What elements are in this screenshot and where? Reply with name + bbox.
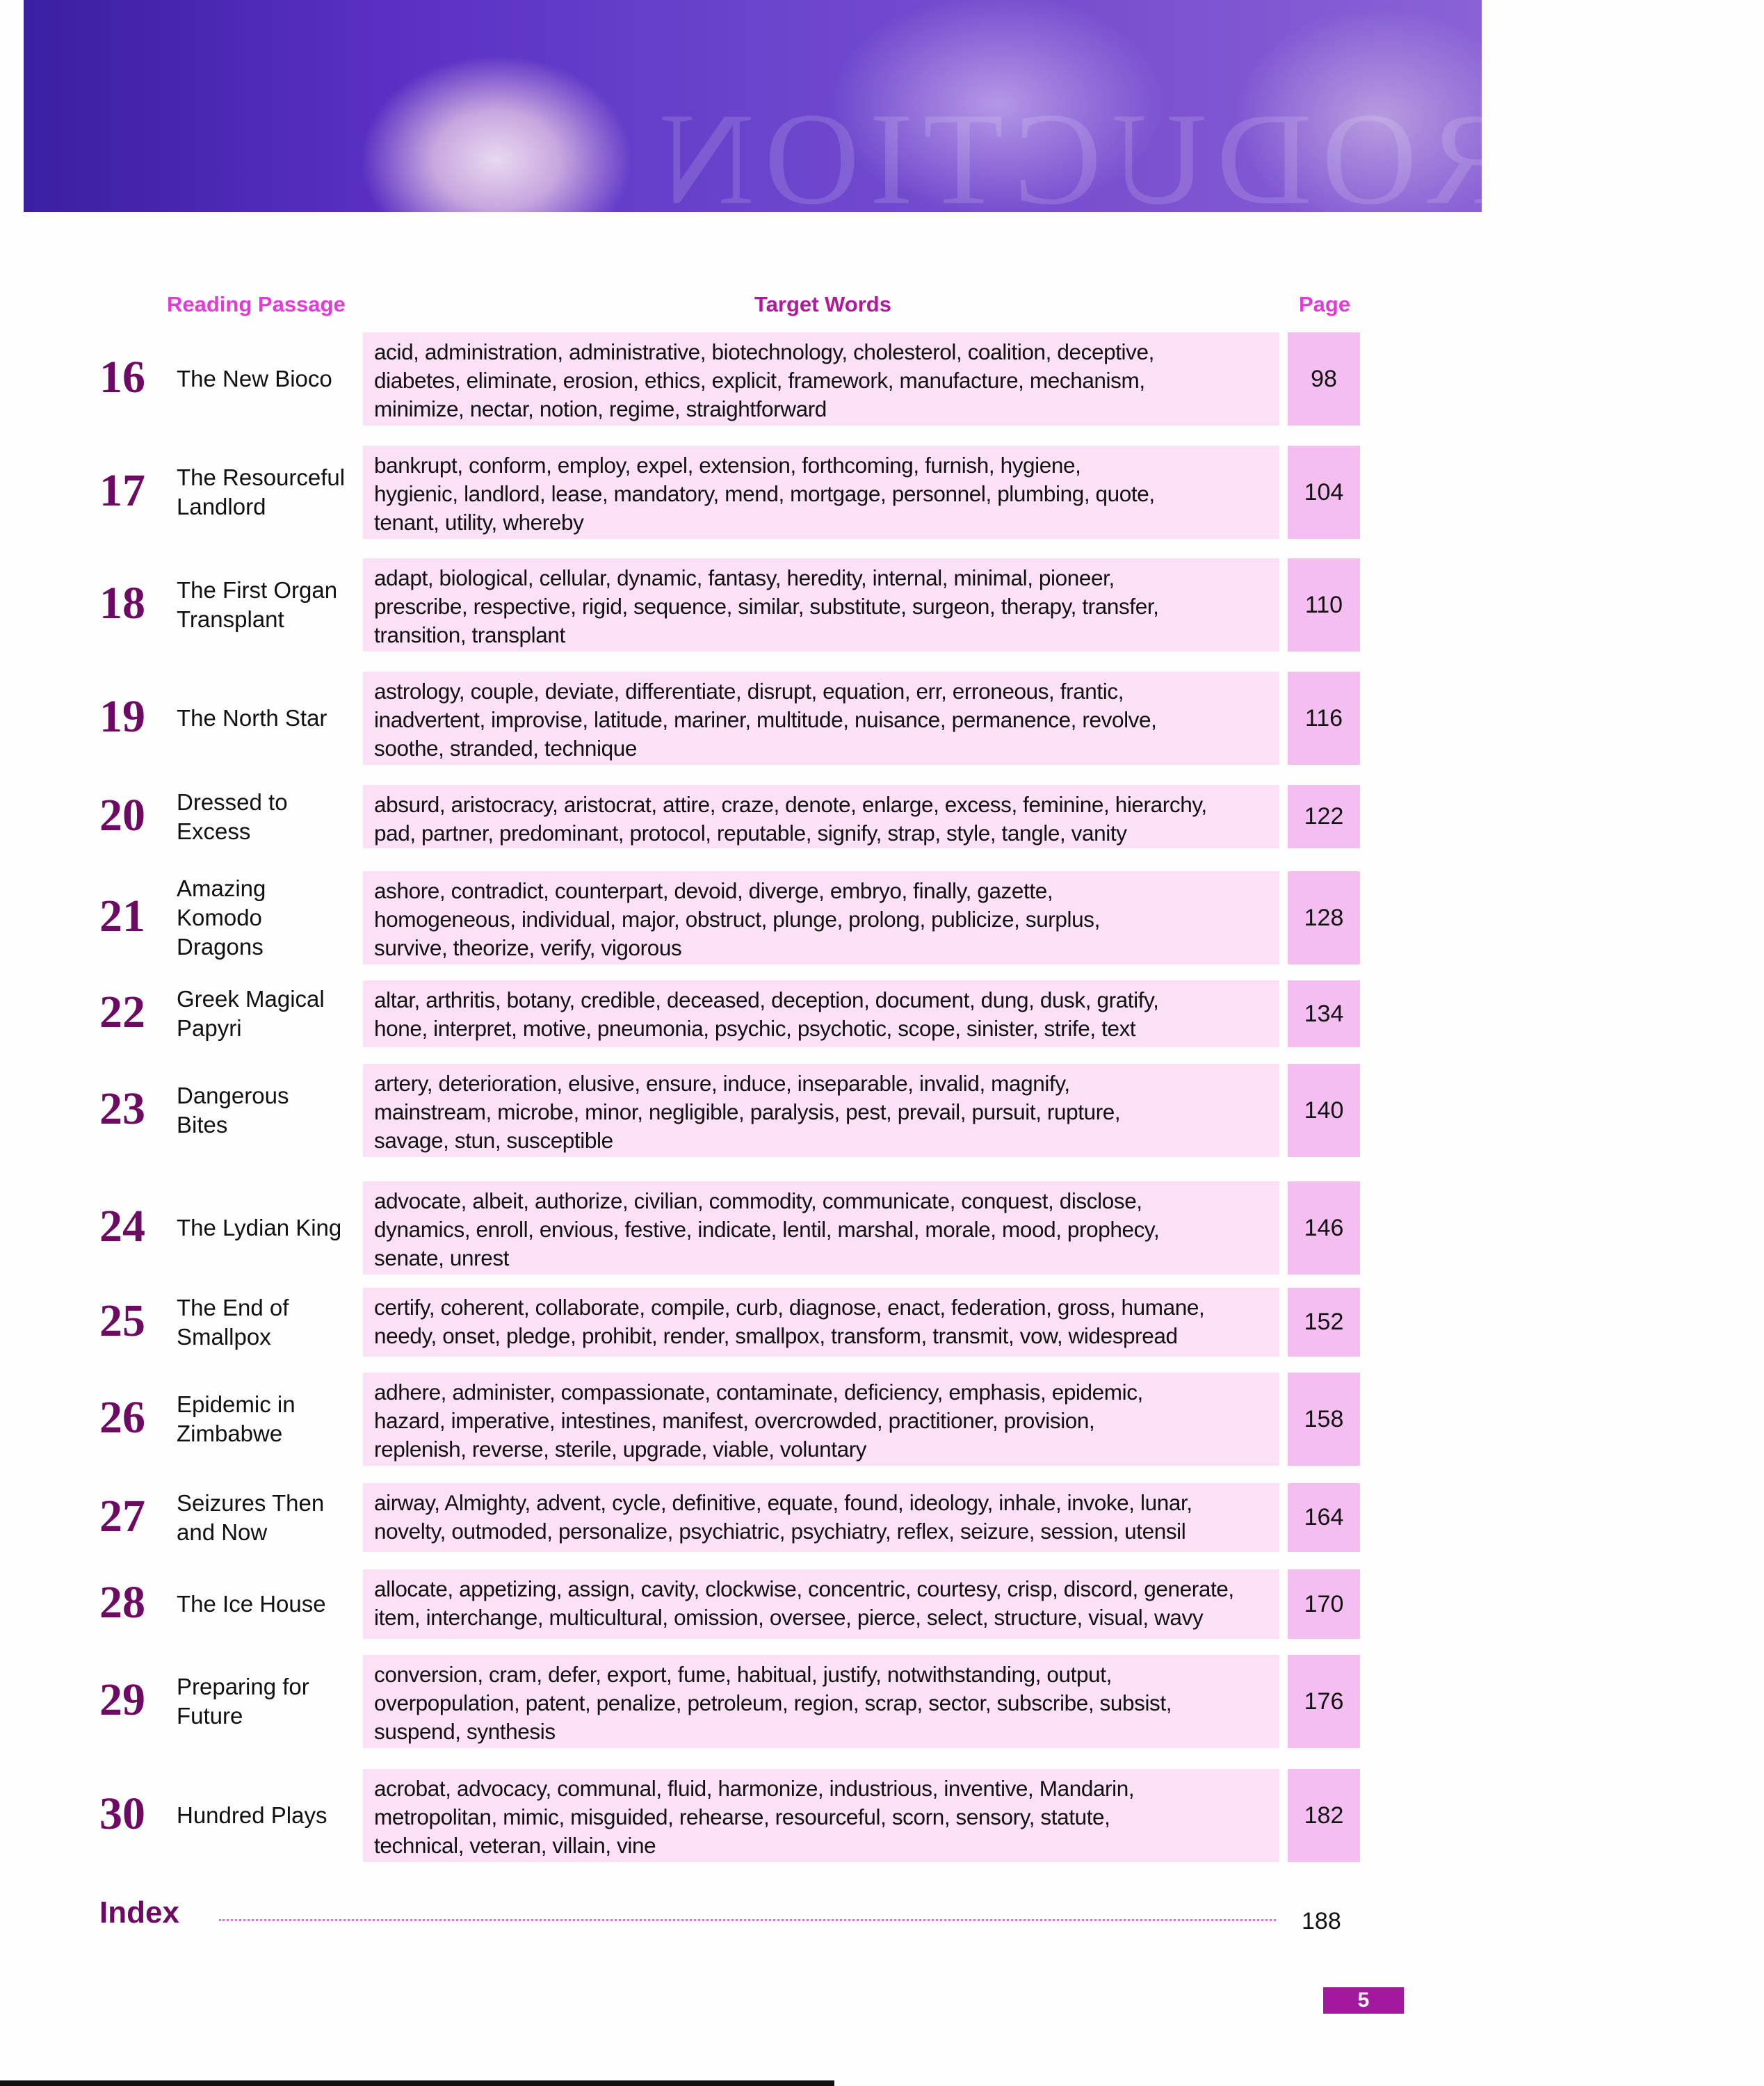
target-words-line: item, interchange, multicultural, omission, oversee, pierce, select, structure, visual, wavy xyxy=(374,1605,1204,1630)
page-number: 110 xyxy=(1288,558,1360,652)
passage-number: 25 xyxy=(99,1295,145,1346)
contents-row xyxy=(0,1288,1482,1357)
passage-number: 29 xyxy=(99,1674,145,1725)
passage-title xyxy=(177,1672,309,1731)
target-words-line: novelty, outmoded, personalize, psychiatric, psychiatry, reflex, seizure, session, utensil xyxy=(374,1519,1186,1544)
contents-row xyxy=(0,1483,1482,1552)
passage-title xyxy=(177,874,266,962)
passage-title-line: Bites xyxy=(177,1112,228,1138)
passage-title xyxy=(177,985,325,1043)
passage-title-line: Excess xyxy=(177,818,251,844)
passage-title-line: The Lydian King xyxy=(177,1215,342,1240)
target-words xyxy=(363,1373,1279,1466)
scan-edge xyxy=(0,2080,834,2086)
target-words-line: allocate, appetizing, assign, cavity, clockwise, concentric, courtesy, crisp, discord, generate, xyxy=(374,1576,1234,1601)
passage-number: 19 xyxy=(99,691,145,742)
page-number: 128 xyxy=(1288,871,1360,964)
banner-watermark: INTRODUCTION xyxy=(649,86,1764,232)
passage-title-line: The First Organ xyxy=(177,577,338,603)
target-words-line: soothe, stranded, technique xyxy=(374,736,637,761)
passage-title-line: The North Star xyxy=(177,705,327,731)
column-header-page: Page xyxy=(1299,292,1351,316)
passage-number: 24 xyxy=(99,1201,145,1252)
target-words-line: hone, interpret, motive, pneumonia, psychic, psychotic, scope, sinister, strife, text xyxy=(374,1016,1136,1041)
passage-title-line: Preparing for xyxy=(177,1674,309,1699)
passage-title xyxy=(177,576,337,634)
contents-row xyxy=(0,1655,1482,1748)
target-words-line: suspend, synthesis xyxy=(374,1719,556,1744)
contents-row xyxy=(0,785,1482,848)
column-header-target-words: Target Words xyxy=(754,292,891,316)
passage-number: 20 xyxy=(99,789,145,841)
target-words xyxy=(363,785,1279,848)
page-number: 152 xyxy=(1288,1288,1360,1357)
target-words xyxy=(363,1181,1279,1275)
contents-row xyxy=(0,446,1482,539)
page-number: 182 xyxy=(1288,1769,1360,1862)
target-words-line: absurd, aristocracy, aristocrat, attire, craze, denote, enlarge, excess, feminine, hierarchy, xyxy=(374,792,1207,817)
contents-row xyxy=(0,980,1482,1047)
target-words xyxy=(363,1483,1279,1552)
target-words-line: artery, deterioration, elusive, ensure, induce, inseparable, invalid, magnify, xyxy=(374,1071,1070,1096)
index-page-number: 188 xyxy=(1302,1908,1341,1934)
target-words-line: savage, stun, susceptible xyxy=(374,1128,613,1153)
target-words-line: technical, veteran, villain, vine xyxy=(374,1833,656,1858)
passage-title xyxy=(177,1390,296,1448)
target-words xyxy=(363,446,1279,539)
passage-number: 21 xyxy=(99,891,145,941)
target-words-line: prescribe, respective, rigid, sequence, similar, substitute, surgeon, therapy, transfer, xyxy=(374,594,1159,619)
target-words-line: overpopulation, patent, penalize, petroleum, region, scrap, sector, subscribe, subsist, xyxy=(374,1690,1172,1715)
passage-title-line: The Resourceful xyxy=(177,464,346,490)
contents-row xyxy=(0,1064,1482,1157)
page-number-badge: 5 xyxy=(1323,1987,1404,2014)
target-words-line: homogeneous, individual, major, obstruct, plunge, prolong, publicize, surplus, xyxy=(374,907,1100,932)
target-words xyxy=(363,980,1279,1047)
target-words-line: pad, partner, predominant, protocol, reputable, signify, strap, style, tangle, vanity xyxy=(374,820,1127,846)
page-number: 140 xyxy=(1288,1064,1360,1157)
page-number: 122 xyxy=(1288,785,1360,848)
target-words-line: diabetes, eliminate, erosion, ethics, explicit, framework, manufacture, mechanism, xyxy=(374,368,1145,393)
target-words xyxy=(363,1769,1279,1862)
target-words-line: inadvertent, improvise, latitude, mariner, multitude, nuisance, permanence, revolve, xyxy=(374,707,1157,732)
passage-number: 28 xyxy=(99,1577,145,1628)
page-number: 170 xyxy=(1288,1569,1360,1639)
target-words xyxy=(363,558,1279,652)
passage-title-line: Amazing xyxy=(177,875,266,901)
passage-title-line: Transplant xyxy=(177,606,284,632)
page-number: 116 xyxy=(1288,672,1360,765)
target-words-line: bankrupt, conform, employ, expel, extension, forthcoming, furnish, hygiene, xyxy=(374,453,1081,478)
passage-title-line: Dragons xyxy=(177,934,264,960)
contents-row xyxy=(0,1373,1482,1466)
target-words-line: dynamics, enroll, envious, festive, indicate, lentil, marshal, morale, mood, prophecy, xyxy=(374,1217,1160,1242)
target-words-line: acrobat, advocacy, communal, fluid, harmonize, industrious, inventive, Mandarin, xyxy=(374,1776,1135,1801)
target-words-line: needy, onset, pledge, prohibit, render, smallpox, transform, transmit, vow, widespread xyxy=(374,1323,1178,1348)
target-words xyxy=(363,672,1279,765)
target-words-line: mainstream, microbe, minor, negligible, paralysis, pest, prevail, pursuit, rupture, xyxy=(374,1099,1121,1124)
target-words-line: transition, transplant xyxy=(374,622,565,647)
passage-title xyxy=(177,1213,341,1243)
page-number: 134 xyxy=(1288,980,1360,1047)
passage-number: 23 xyxy=(99,1083,145,1134)
passage-title-line: Dressed to xyxy=(177,789,288,815)
target-words-line: advocate, albeit, authorize, civilian, commodity, communicate, conquest, disclose, xyxy=(374,1188,1142,1213)
page-number: 164 xyxy=(1288,1483,1360,1552)
target-words-line: survive, theorize, verify, vigorous xyxy=(374,935,682,960)
target-words xyxy=(363,871,1279,964)
passage-title xyxy=(177,704,327,733)
passage-title-line: The New Bioco xyxy=(177,366,332,391)
page-number: 158 xyxy=(1288,1373,1360,1466)
target-words-line: certify, coherent, collaborate, compile, curb, diagnose, enact, federation, gross, humane, xyxy=(374,1295,1205,1320)
passage-number: 17 xyxy=(99,465,145,516)
target-words-line: replenish, reverse, sterile, upgrade, viable, voluntary xyxy=(374,1437,867,1462)
passage-title-line: and Now xyxy=(177,1519,268,1545)
passage-number: 22 xyxy=(99,987,145,1037)
passage-title-line: Smallpox xyxy=(177,1323,271,1350)
page-number: 98 xyxy=(1288,332,1360,426)
index-label: Index xyxy=(99,1895,179,1930)
target-words-line: ashore, contradict, counterpart, devoid, diverge, embryo, finally, gazette, xyxy=(374,878,1053,903)
passage-title-line: Zimbabwe xyxy=(177,1421,283,1446)
contents-row xyxy=(0,672,1482,765)
passage-number: 30 xyxy=(99,1788,145,1839)
passage-number: 27 xyxy=(99,1490,145,1542)
passage-title xyxy=(177,1081,289,1140)
passage-title xyxy=(177,463,345,522)
contents-row xyxy=(0,1181,1482,1275)
target-words xyxy=(363,1569,1279,1639)
target-words-line: metropolitan, mimic, misguided, rehearse, resourceful, scorn, sensory, statute, xyxy=(374,1804,1110,1829)
target-words-line: conversion, cram, defer, export, fume, habitual, justify, notwithstanding, output, xyxy=(374,1662,1112,1687)
index-leader-dots xyxy=(219,1919,1276,1921)
header-banner xyxy=(24,0,1764,232)
target-words xyxy=(363,1288,1279,1357)
passage-title xyxy=(177,1293,289,1352)
column-header-reading-passage: Reading Passage xyxy=(167,292,346,316)
passage-title-line: Dangerous xyxy=(177,1083,289,1108)
contents-row xyxy=(0,1569,1482,1639)
target-words xyxy=(363,332,1279,426)
passage-title-line: The Ice House xyxy=(177,1591,326,1617)
contents-row xyxy=(0,558,1482,652)
target-words-line: senate, unrest xyxy=(374,1245,510,1270)
target-words xyxy=(363,1655,1279,1748)
contents-row xyxy=(0,332,1482,426)
passage-title-line: The End of xyxy=(177,1294,289,1320)
page-number: 146 xyxy=(1288,1181,1360,1275)
passage-title xyxy=(177,364,332,394)
passage-title xyxy=(177,1590,326,1619)
target-words-line: tenant, utility, whereby xyxy=(374,510,584,535)
passage-number: 26 xyxy=(99,1392,145,1443)
target-words-line: airway, Almighty, advent, cycle, definitive, equate, found, ideology, inhale, invoke, lunar, xyxy=(374,1490,1192,1515)
passage-title-line: Greek Magical xyxy=(177,986,325,1012)
passage-title xyxy=(177,788,288,846)
contents-row xyxy=(0,1769,1482,1862)
contents-row xyxy=(0,871,1482,964)
passage-number: 16 xyxy=(99,352,145,403)
target-words-line: acid, administration, administrative, biotechnology, cholesterol, coalition, deceptive, xyxy=(374,339,1154,364)
passage-title-line: Komodo xyxy=(177,905,262,930)
target-words-line: hygienic, landlord, lease, mandatory, mend, mortgage, personnel, plumbing, quote, xyxy=(374,481,1155,506)
target-words-line: altar, arthritis, botany, credible, deceased, deception, document, dung, dusk, gratify, xyxy=(374,987,1159,1012)
target-words-line: hazard, imperative, intestines, manifest, overcrowded, practitioner, provision, xyxy=(374,1408,1095,1433)
passage-title xyxy=(177,1801,327,1830)
target-words-line: astrology, couple, deviate, differentiate, disrupt, equation, err, erroneous, frantic, xyxy=(374,679,1124,704)
passage-title-line: Papyri xyxy=(177,1015,242,1041)
passage-number: 18 xyxy=(99,578,145,629)
passage-title-line: Epidemic in xyxy=(177,1391,296,1417)
target-words-line: adapt, biological, cellular, dynamic, fantasy, heredity, internal, minimal, pioneer, xyxy=(374,565,1115,590)
passage-title-line: Seizures Then xyxy=(177,1489,325,1516)
passage-title xyxy=(177,1489,324,1547)
target-words xyxy=(363,1064,1279,1157)
page-number: 104 xyxy=(1288,446,1360,539)
target-words-line: minimize, nectar, notion, regime, straightforward xyxy=(374,396,827,421)
passage-title-line: Landlord xyxy=(177,494,266,519)
passage-title-line: Hundred Plays xyxy=(177,1802,327,1828)
passage-title-line: Future xyxy=(177,1703,243,1729)
page-number: 176 xyxy=(1288,1655,1360,1748)
target-words-line: adhere, administer, compassionate, contaminate, deficiency, emphasis, epidemic, xyxy=(374,1380,1143,1405)
